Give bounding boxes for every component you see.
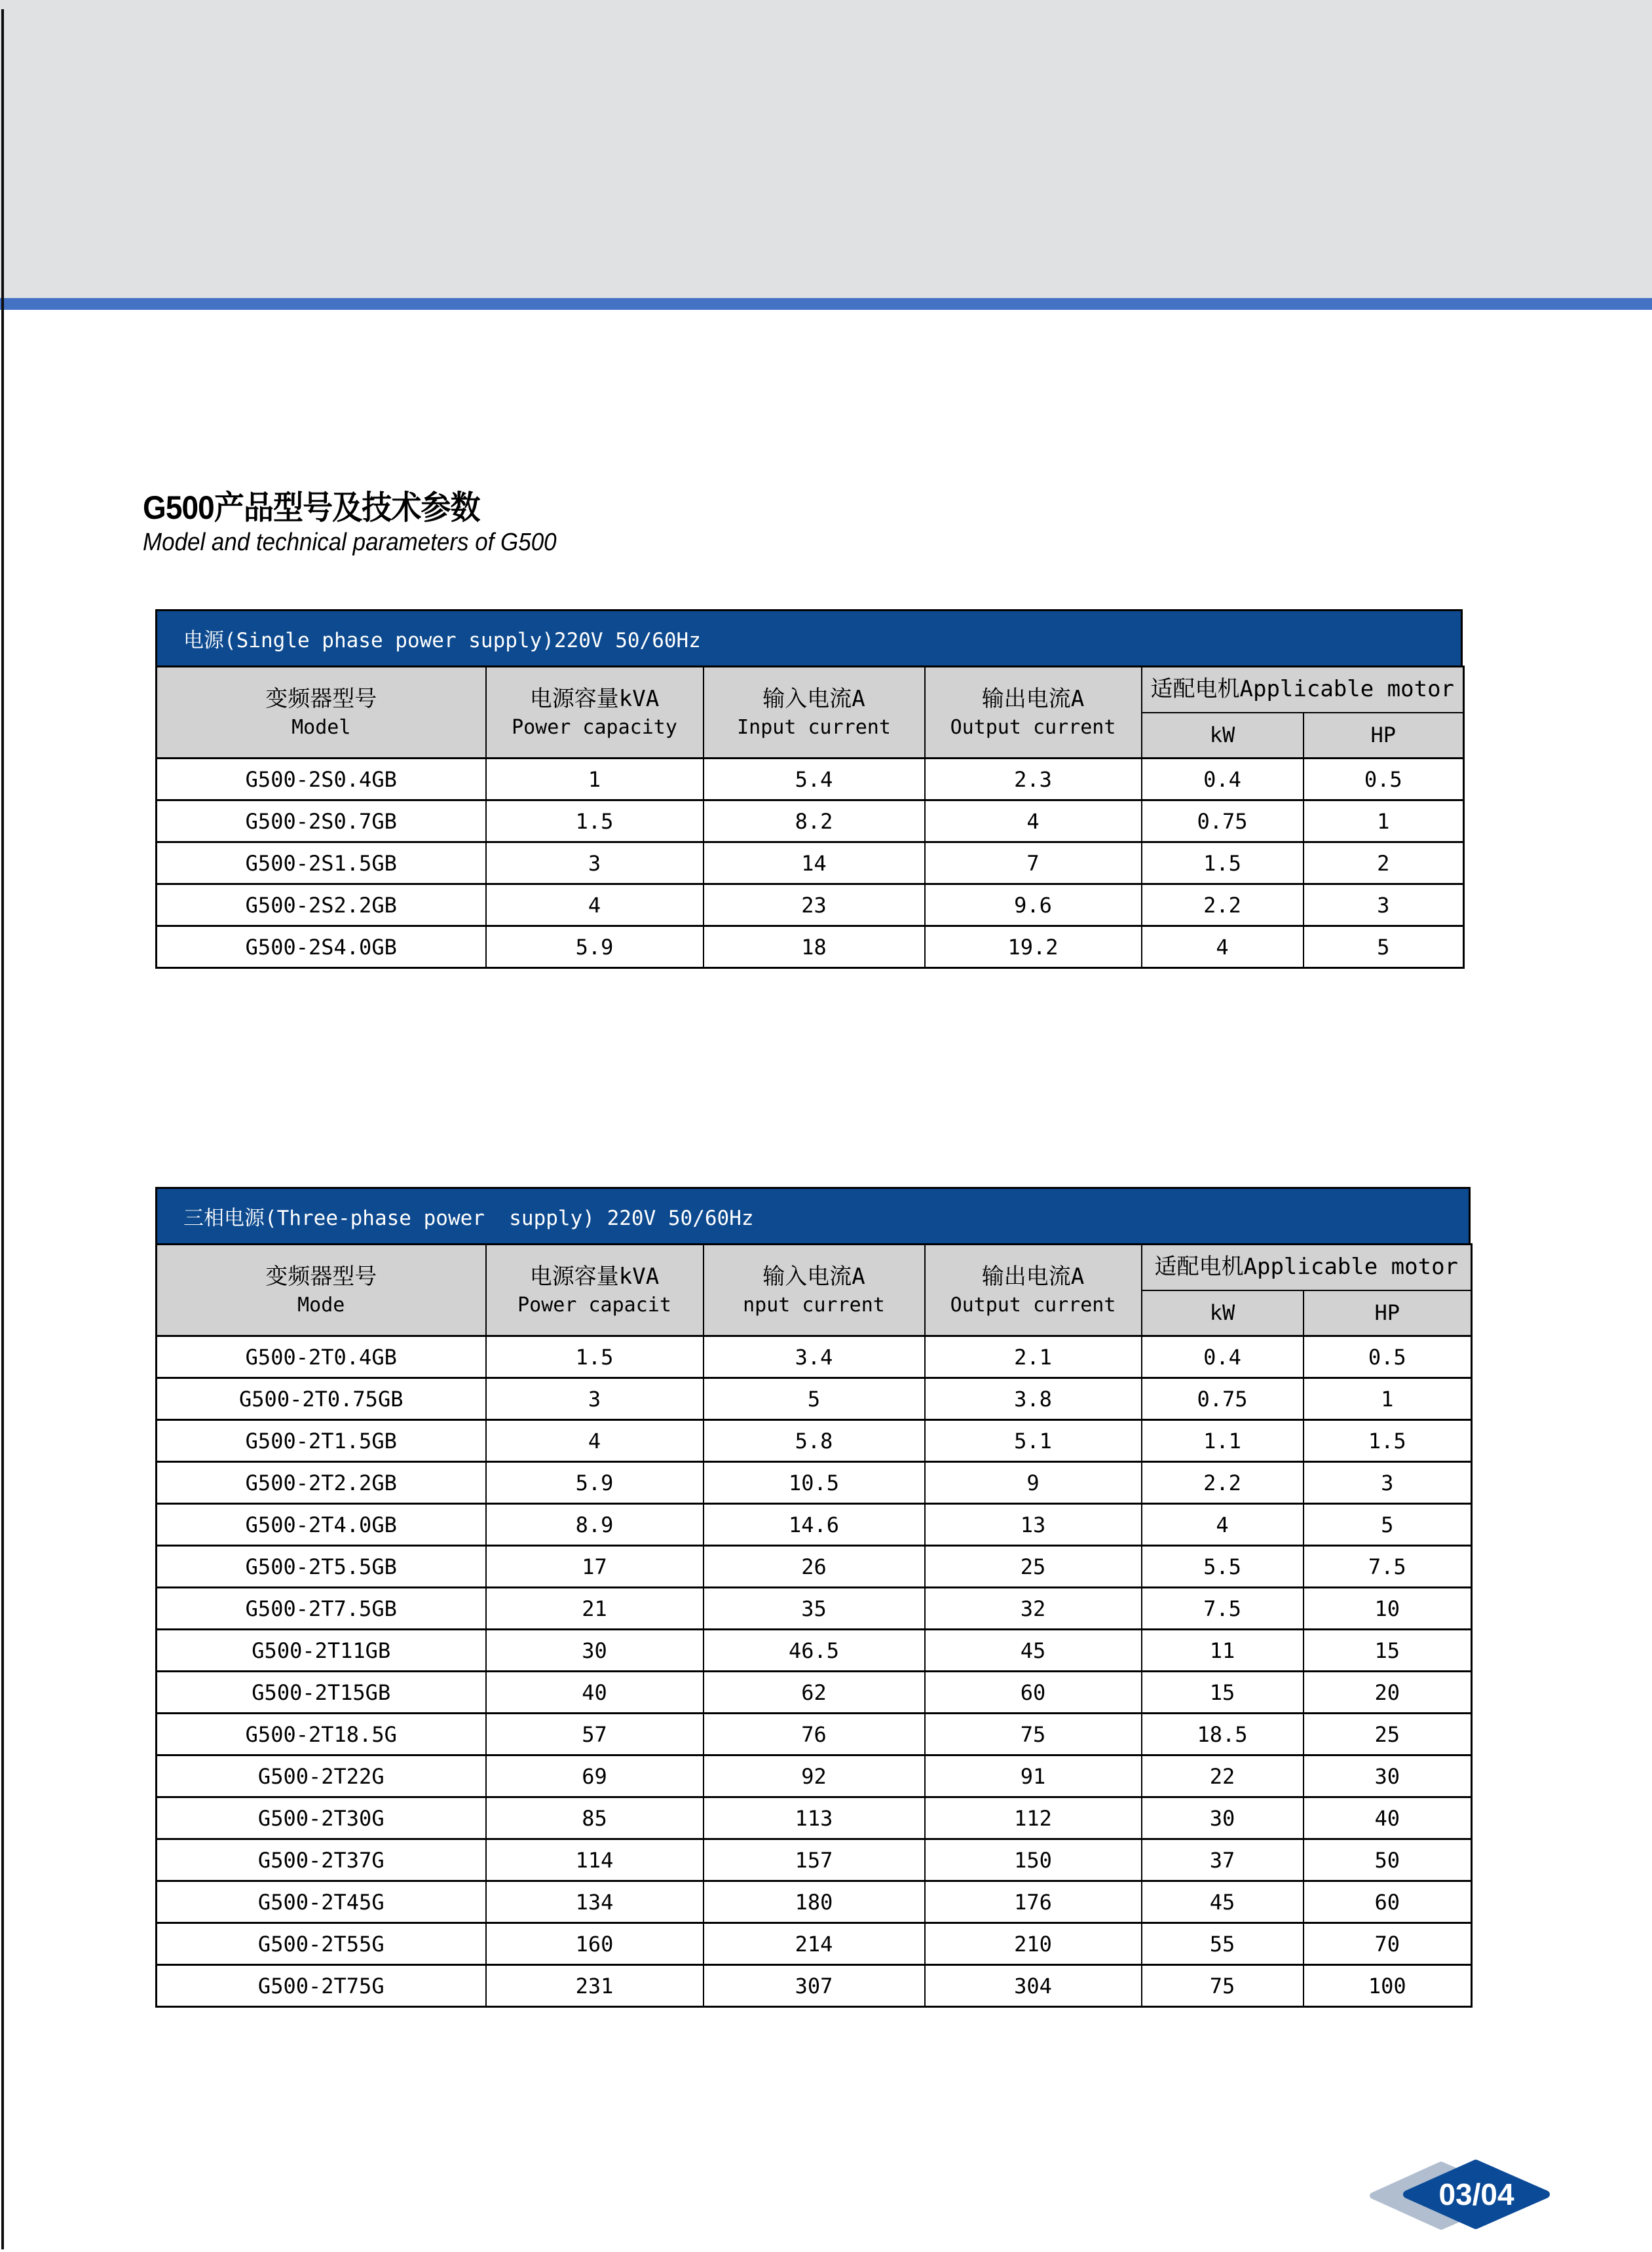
table-cell: G500-2T22G — [157, 1755, 486, 1797]
table-cell: 62 — [704, 1672, 925, 1714]
table-cell: 75 — [925, 1714, 1142, 1755]
col-header-kw: kW — [1142, 713, 1304, 759]
col-header-applicable-motor — [1142, 1245, 1472, 1290]
table-cell: 3 — [1304, 884, 1464, 926]
single-phase-table-header — [157, 667, 1464, 759]
table-cell: G500-2T1.5GB — [157, 1420, 486, 1462]
table-cell: 176 — [925, 1881, 1142, 1923]
col-header-power-capacity-en: Power capacit — [517, 1293, 671, 1317]
table-cell: 14 — [704, 842, 925, 884]
table-cell: 0.4 — [1142, 1336, 1304, 1378]
accent-strip — [0, 298, 1652, 310]
table-cell: 2.3 — [925, 759, 1142, 800]
table-cell: G500-2T75G — [157, 1965, 486, 2007]
table-cell: 0.75 — [1142, 800, 1304, 842]
table-cell: 3.8 — [925, 1378, 1142, 1420]
table-cell: 113 — [704, 1797, 925, 1839]
table-cell: 10 — [1304, 1588, 1472, 1630]
table-cell: G500-2T4.0GB — [157, 1504, 486, 1546]
table-cell: G500-2S4.0GB — [157, 926, 486, 968]
table-cell: 70 — [1304, 1923, 1472, 1965]
table-cell: 40 — [486, 1672, 704, 1714]
table-cell: 30 — [1142, 1797, 1304, 1839]
table-row — [157, 842, 1464, 884]
three-phase-band — [155, 1187, 1471, 1243]
col-header-applicable-motor-label: 适配电机Applicable motor — [1150, 675, 1455, 702]
col-header-output-current-en: Output current — [950, 1293, 1116, 1317]
table-cell: 4 — [925, 800, 1142, 842]
table-cell: 157 — [704, 1839, 925, 1881]
col-header-hp: HP — [1304, 1290, 1472, 1336]
table-cell: 21 — [486, 1588, 704, 1630]
table-cell: G500-2T30G — [157, 1797, 486, 1839]
table-cell: 60 — [1304, 1881, 1472, 1923]
table-cell: 9 — [925, 1462, 1142, 1504]
table-cell: 9.6 — [925, 884, 1142, 926]
table-row — [157, 1420, 1472, 1462]
table-cell: 2.1 — [925, 1336, 1142, 1378]
table-cell: 150 — [925, 1839, 1142, 1881]
table-cell: 1 — [1304, 1378, 1472, 1420]
table-cell: 11 — [1142, 1630, 1304, 1672]
table-cell: G500-2S2.2GB — [157, 884, 486, 926]
table-cell: 32 — [925, 1588, 1142, 1630]
single-phase-band-title: 电源(Single phase power supply)220V 50/60Hz — [183, 629, 701, 652]
table-cell: G500-2T18.5G — [157, 1714, 486, 1755]
table-cell: 22 — [1142, 1755, 1304, 1797]
table-cell: 45 — [1142, 1881, 1304, 1923]
table-cell: 7.5 — [1304, 1546, 1472, 1588]
table-cell: 20 — [1304, 1672, 1472, 1714]
table-cell: 37 — [1142, 1839, 1304, 1881]
table-cell: 3 — [486, 1378, 704, 1420]
table-cell: 112 — [925, 1797, 1142, 1839]
table-row — [157, 800, 1464, 842]
table-cell: 10.5 — [704, 1462, 925, 1504]
table-cell: G500-2S0.4GB — [157, 759, 486, 800]
table-cell: G500-2T37G — [157, 1839, 486, 1881]
table-cell: G500-2T15GB — [157, 1672, 486, 1714]
table-cell: G500-2T0.75GB — [157, 1378, 486, 1420]
table-row — [157, 1336, 1472, 1378]
table-cell: 15 — [1304, 1630, 1472, 1672]
table-row — [157, 1714, 1472, 1755]
table-cell: 8.2 — [704, 800, 925, 842]
col-header-power-capacity — [486, 1245, 704, 1336]
table-cell: 0.5 — [1304, 759, 1464, 800]
col-header-output-current-en: Output current — [950, 715, 1116, 739]
col-header-model — [157, 667, 486, 759]
table-cell: 1 — [1304, 800, 1464, 842]
three-phase-band-title: 三相电源(Three-phase power supply) 220V 50/60Hz — [183, 1207, 754, 1230]
page-subtitle: Model and technical parameters of G500 — [143, 529, 557, 556]
table-row — [157, 1797, 1472, 1839]
table-row — [157, 1588, 1472, 1630]
table-cell: G500-2T11GB — [157, 1630, 486, 1672]
col-header-model-cn: 变频器型号 — [265, 1264, 377, 1290]
col-header-output-current-cn: 输出电流A — [981, 686, 1085, 713]
table-cell: 7.5 — [1142, 1588, 1304, 1630]
table-cell: 307 — [704, 1965, 925, 2007]
table-cell: 1.5 — [1304, 1420, 1472, 1462]
page-number-text: 03/04 — [1438, 2177, 1514, 2211]
table-cell: 304 — [925, 1965, 1142, 2007]
col-header-model — [157, 1245, 486, 1336]
table-cell: 5 — [1304, 926, 1464, 968]
table-cell: 0.5 — [1304, 1336, 1472, 1378]
table-cell: 35 — [704, 1588, 925, 1630]
table-cell: 1.5 — [486, 800, 704, 842]
col-header-output-current-cn: 输出电流A — [981, 1264, 1085, 1290]
col-header-power-capacity-cn: 电源容量kVA — [529, 686, 660, 713]
table-cell: 91 — [925, 1755, 1142, 1797]
table-cell: 45 — [925, 1630, 1142, 1672]
single-phase-table-section — [155, 609, 1463, 969]
table-cell: 214 — [704, 1923, 925, 1965]
table-cell: 4 — [486, 884, 704, 926]
table-row — [157, 1630, 1472, 1672]
table-cell: 5.9 — [486, 926, 704, 968]
table-cell: 2.2 — [1142, 884, 1304, 926]
table-cell: G500-2T0.4GB — [157, 1336, 486, 1378]
table-cell: 76 — [704, 1714, 925, 1755]
table-row — [157, 1672, 1472, 1714]
table-cell: 5.9 — [486, 1462, 704, 1504]
col-header-model-cn: 变频器型号 — [265, 686, 377, 713]
col-header-input-current-en: Input current — [737, 715, 891, 739]
table-row — [157, 884, 1464, 926]
table-row — [157, 759, 1464, 800]
single-phase-table — [155, 666, 1465, 969]
table-cell: 114 — [486, 1839, 704, 1881]
col-header-input-current — [704, 667, 925, 759]
single-phase-table-body — [157, 759, 1464, 968]
three-phase-table-body — [157, 1336, 1472, 2007]
table-cell: 134 — [486, 1881, 704, 1923]
col-header-model-en: Mode — [297, 1293, 345, 1317]
col-header-input-current-cn: 输入电流A — [762, 686, 865, 713]
table-row — [157, 1881, 1472, 1923]
table-cell: 100 — [1304, 1965, 1472, 2007]
col-header-hp: HP — [1304, 713, 1464, 759]
single-phase-band — [155, 609, 1463, 666]
table-cell: 5.8 — [704, 1420, 925, 1462]
table-cell: 30 — [1304, 1755, 1472, 1797]
table-cell: 1.5 — [1142, 842, 1304, 884]
table-row — [157, 1378, 1472, 1420]
table-cell: G500-2T45G — [157, 1881, 486, 1923]
table-cell: 15 — [1142, 1672, 1304, 1714]
table-cell: 8.9 — [486, 1504, 704, 1546]
table-cell: 4 — [486, 1420, 704, 1462]
table-row — [157, 926, 1464, 968]
col-header-applicable-motor-label: 适配电机Applicable motor — [1154, 1253, 1459, 1280]
table-cell: 7 — [925, 842, 1142, 884]
three-phase-table-header — [157, 1245, 1472, 1336]
table-cell: 18.5 — [1142, 1714, 1304, 1755]
table-cell: 57 — [486, 1714, 704, 1755]
table-cell: 1 — [486, 759, 704, 800]
table-row — [157, 1504, 1472, 1546]
table-cell: 60 — [925, 1672, 1142, 1714]
table-cell: 14.6 — [704, 1504, 925, 1546]
table-cell: 69 — [486, 1755, 704, 1797]
table-cell: G500-2S0.7GB — [157, 800, 486, 842]
table-cell: 25 — [1304, 1714, 1472, 1755]
three-phase-table-section — [155, 1187, 1471, 2008]
table-cell: 2.2 — [1142, 1462, 1304, 1504]
table-cell: 23 — [704, 884, 925, 926]
table-cell: 5.5 — [1142, 1546, 1304, 1588]
table-cell: 13 — [925, 1504, 1142, 1546]
page-number-badge — [1369, 2158, 1552, 2232]
table-cell: 3 — [1304, 1462, 1472, 1504]
col-header-output-current — [925, 667, 1142, 759]
table-cell: 160 — [486, 1923, 704, 1965]
table-cell: 18 — [704, 926, 925, 968]
table-cell: 46.5 — [704, 1630, 925, 1672]
table-cell: G500-2T55G — [157, 1923, 486, 1965]
table-cell: 1.1 — [1142, 1420, 1304, 1462]
table-row — [157, 1462, 1472, 1504]
table-cell: 40 — [1304, 1797, 1472, 1839]
table-cell: 2 — [1304, 842, 1464, 884]
table-cell: 0.4 — [1142, 759, 1304, 800]
col-header-output-current — [925, 1245, 1142, 1336]
table-cell: 26 — [704, 1546, 925, 1588]
col-header-power-capacity-cn: 电源容量kVA — [529, 1264, 660, 1290]
table-cell: 25 — [925, 1546, 1142, 1588]
table-cell: 17 — [486, 1546, 704, 1588]
table-row — [157, 1965, 1472, 2007]
table-cell: 5 — [1304, 1504, 1472, 1546]
table-cell: G500-2T5.5GB — [157, 1546, 486, 1588]
title-block — [143, 490, 593, 557]
table-cell: 85 — [486, 1797, 704, 1839]
table-cell: 5 — [704, 1378, 925, 1420]
table-cell: 30 — [486, 1630, 704, 1672]
page-title: G500产品型号及技术参数 — [143, 489, 480, 526]
table-row — [157, 1546, 1472, 1588]
col-header-applicable-motor — [1142, 667, 1464, 713]
table-cell: 92 — [704, 1755, 925, 1797]
col-header-power-capacity — [486, 667, 704, 759]
table-cell: 231 — [486, 1965, 704, 2007]
table-cell: G500-2T2.2GB — [157, 1462, 486, 1504]
col-header-model-en: Model — [291, 715, 351, 739]
table-cell: G500-2S1.5GB — [157, 842, 486, 884]
table-cell: 5.1 — [925, 1420, 1142, 1462]
table-row — [157, 1839, 1472, 1881]
table-cell: G500-2T7.5GB — [157, 1588, 486, 1630]
table-cell: 4 — [1142, 1504, 1304, 1546]
table-cell: 3 — [486, 842, 704, 884]
table-cell: 55 — [1142, 1923, 1304, 1965]
table-cell: 180 — [704, 1881, 925, 1923]
table-cell: 19.2 — [925, 926, 1142, 968]
col-header-input-current-cn: 输入电流A — [762, 1264, 865, 1290]
col-header-power-capacity-en: Power capacity — [512, 715, 677, 739]
table-cell: 5.4 — [704, 759, 925, 800]
table-cell: 3.4 — [704, 1336, 925, 1378]
table-cell: 0.75 — [1142, 1378, 1304, 1420]
col-header-input-current — [704, 1245, 925, 1336]
table-cell: 210 — [925, 1923, 1142, 1965]
three-phase-table — [155, 1243, 1473, 2008]
table-cell: 1.5 — [486, 1336, 704, 1378]
col-header-kw: kW — [1142, 1290, 1304, 1336]
table-cell: 50 — [1304, 1839, 1472, 1881]
table-row — [157, 1923, 1472, 1965]
table-cell: 4 — [1142, 926, 1304, 968]
left-edge-rule — [1, 9, 4, 2249]
table-cell: 75 — [1142, 1965, 1304, 2007]
col-header-input-current-en: nput current — [743, 1293, 885, 1317]
top-banner — [0, 0, 1652, 298]
table-row — [157, 1755, 1472, 1797]
